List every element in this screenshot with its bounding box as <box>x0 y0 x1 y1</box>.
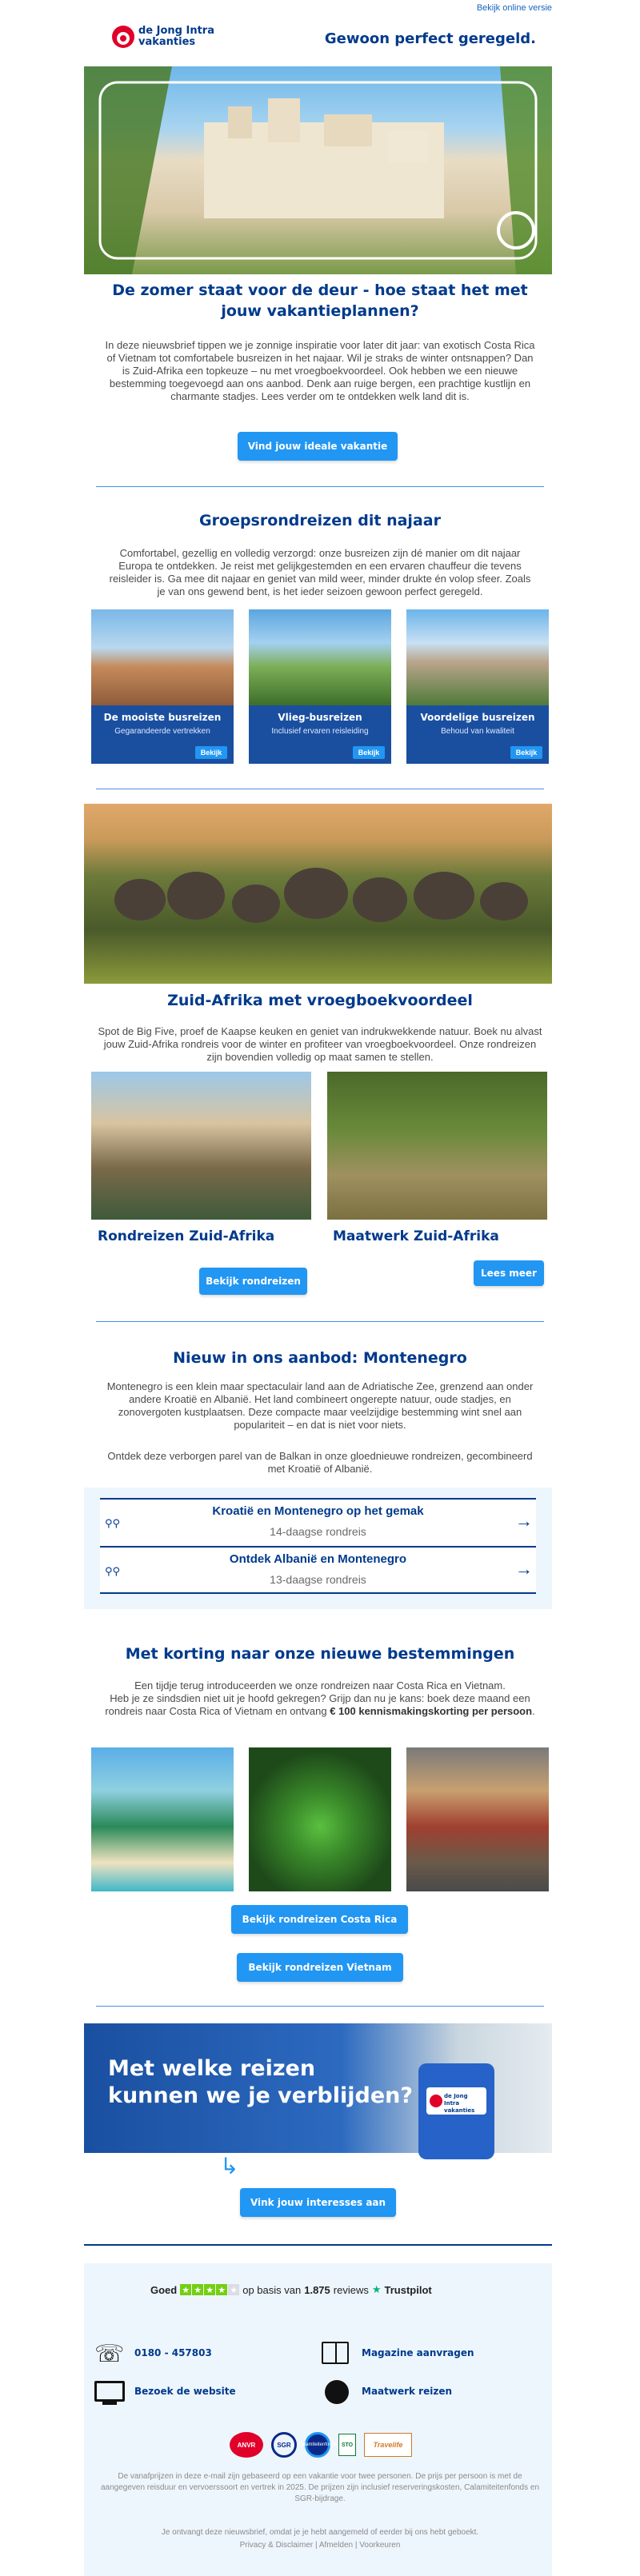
banner-heading: Met welke reizen kunnen we je verblijden? <box>108 2056 414 2108</box>
discount-highlight: € 100 kennismakingskorting per persoon <box>330 1705 533 1717</box>
group-tours-title: Groepsrondreizen dit najaar <box>199 512 441 529</box>
suitcase-logo-text: de Jong Intra vakanties <box>444 2093 475 2114</box>
arrow-right-icon[interactable]: → <box>515 1559 533 1579</box>
magazine-link[interactable]: Magazine aanvragen <box>362 2347 474 2358</box>
footer-links: Privacy & Disclaimer | Afmelden | Voorkeuren <box>239 2541 401 2550</box>
route-subtitle: 14-daagse rondreis <box>270 1525 366 1538</box>
anvr-badge: ANVR <box>230 2432 263 2458</box>
tour-card[interactable] <box>91 609 234 764</box>
divider <box>96 1321 544 1322</box>
group-tours-body: Comfortabel, gezellig en volledig verzorgd: onze busreizen zijn dé manier om dit najaar Europa te ontdekken. Je reist met gelijkgestemden en een ervaren chauffeur die tevens reisleider is. Ga mee dit najaar en geniet van mild weer, minder drukte én volop sfeer. Zoals je van ons gewend bent, is het ieder seizoen gewoon perfect geregeld. <box>109 547 531 597</box>
view-online-link[interactable]: Bekijk online versie <box>476 3 552 13</box>
phone-icon: ☏ <box>94 2341 125 2367</box>
route-pin-icon: ⚲⚲ <box>105 1565 121 1577</box>
montenegro-body-1: Montenegro is een klein maar spectaculair land aan de Adriatische Zee, grenzend aan onder andere Kroatië en Albanië. Het land combineert ongerepte natuur, oude stadjes, en zonovergoten kustplaatsen. Deze compacte maar veelzijdige bestemming wint snel aan populariteit – en dat is niet voor niets. <box>106 1380 534 1431</box>
discount-line-1: Een tijdje terug introduceerden we onze rondreizen naar Costa Rica en Vietnam. <box>134 1679 506 1691</box>
card-subtitle: Gegarandeerde vertrekken <box>114 727 210 736</box>
tour-card[interactable] <box>406 609 549 764</box>
card-title: De mooiste busreizen <box>103 712 222 723</box>
frogs-image <box>249 1747 391 1891</box>
divider <box>96 2006 544 2007</box>
trustpilot-bar[interactable]: Goed ★ ★ ★ ★ ★ op basis van 1.875 reviews ★ Trustpilot <box>150 2283 432 2296</box>
trustpilot-star: ★ <box>180 2284 191 2295</box>
divider <box>84 2244 552 2246</box>
intro-title: De zomer staat voor de deur - hoe staat het met jouw vakantieplannen? <box>112 282 528 320</box>
montenegro-title: Nieuw in ons aanbod: Montenegro <box>173 1349 467 1367</box>
vietnam-train-street-image <box>406 1747 549 1891</box>
custom-south-africa-title: Maatwerk Zuid-Afrika <box>333 1228 499 1244</box>
intro-body: In deze nieuwsbrief tippen we je zonnige inspiratie voor later dit jaar: van exotisch Costa Rica of Vietnam tot comfortabele busreizen in het najaar. Wil je straks de winter ontsnappen? Dan is Zuid-Afrika een topkeuze – nu met vroegboekvoordeel. Ook hebben we een nieuwe bestemming toegevoegd aan ons aanbod. Denk aan ruige bergen, een prachtige kustlijn en charmante stadjes. Lees verder om te ontdekken welk land dit is. <box>105 339 535 402</box>
website-link[interactable]: Bezoek de website <box>134 2386 236 2397</box>
logo-line-2: vakanties <box>138 36 196 48</box>
card-button[interactable]: Bekijk <box>195 746 227 759</box>
route-title: Ontdek Albanië en Montenegro <box>229 1552 407 1566</box>
discount-title: Met korting naar onze nieuwe bestemmingen <box>125 1645 515 1663</box>
card-subtitle: Inclusief ervaren reisleiding <box>271 727 369 736</box>
find-vacation-button[interactable]: Vind jouw ideale vakantie <box>238 432 398 461</box>
phone-number[interactable]: 0180 - 457803 <box>134 2347 212 2358</box>
interests-banner <box>84 2023 552 2153</box>
montenegro-body-2: Ontdek deze verborgen parel van de Balkan in onze gloednieuwe rondreizen, gecombineerd met Kroatië of Albanië. <box>107 1450 533 1475</box>
unsubscribe-link[interactable]: Afmelden <box>318 2541 354 2550</box>
route-pin-icon: ⚲⚲ <box>105 1517 121 1529</box>
card-button[interactable]: Bekijk <box>510 746 542 759</box>
tour-card[interactable] <box>249 609 391 764</box>
costa-rica-beach-image <box>91 1747 234 1891</box>
routes-panel <box>84 1488 552 1609</box>
monitor-icon <box>94 2381 125 2402</box>
discount-body: Een tijdje terug introduceerden we onze rondreizen naar Costa Rica en Vietnam. Heb je ze sindsdien niet uit je hoofd gekregen? Grijp dan nu je kans: boek deze maand een rondreis naar Costa Rica of Vietnam en ontvang € 100 kennismakingskorting per persoon. <box>105 1679 535 1717</box>
preferences-link[interactable]: Voorkeuren <box>359 2541 401 2550</box>
elephants-image <box>84 804 552 984</box>
curved-arrow-icon: ↳ <box>220 2154 239 2179</box>
card-button[interactable]: Bekijk <box>353 746 385 759</box>
card-title: Voordelige busreizen <box>420 712 535 723</box>
card-subtitle: Behoud van kwaliteit <box>441 727 514 736</box>
safari-jeep-image <box>327 1072 547 1220</box>
price-disclaimer: De vanafprijzen in deze e-mail zijn gebaseerd op een vakantie voor twee personen. De prijs per persoon is met de aangegeven reisduur en vervoerssoort en vertrek in 2025. De prijzen zijn inclusief reserveringskosten, Calamiteitenfonds en SGR-bijdrage. <box>100 2472 540 2503</box>
trustpilot-star: ★ <box>192 2284 203 2295</box>
route-row[interactable] <box>100 1498 536 1546</box>
card-image <box>91 609 234 705</box>
brand-logo[interactable] <box>112 24 232 51</box>
vietnam-button[interactable]: Bekijk rondreizen Vietnam <box>237 1953 403 1982</box>
route-subtitle: 13-daagse rondreis <box>270 1573 366 1586</box>
globe-icon <box>325 2380 349 2404</box>
arrow-right-icon[interactable]: → <box>515 1511 533 1531</box>
certification-badges <box>213 2431 429 2458</box>
card-image <box>406 609 549 705</box>
travelife-badge: Travelife <box>364 2433 412 2457</box>
costa-rica-button[interactable]: Bekijk rondreizen Costa Rica <box>231 1905 408 1934</box>
read-more-button[interactable]: Lees meer <box>474 1260 544 1286</box>
view-tours-button[interactable]: Bekijk rondreizen <box>199 1268 307 1295</box>
custom-travel-link[interactable]: Maatwerk reizen <box>362 2386 453 2397</box>
card-image <box>249 609 391 705</box>
suitcase-image <box>418 2063 494 2159</box>
tagline: Gewoon perfect geregeld. <box>324 30 536 47</box>
privacy-link[interactable]: Privacy & Disclaimer <box>239 2541 314 2550</box>
sgr-badge: SGR <box>271 2432 297 2458</box>
card-title: Vlieg-busreizen <box>278 712 362 723</box>
tours-south-africa-title: Rondreizen Zuid-Afrika <box>98 1228 275 1244</box>
trustpilot-star: ★ <box>216 2284 227 2295</box>
subscription-notice: Je ontvangt deze nieuwsbrief, omdat je je hebt aangemeld of eerder bij ons hebt geboekt. <box>161 2528 479 2537</box>
select-interests-button[interactable]: Vink jouw interesses aan <box>240 2188 396 2217</box>
discount-line-2: Heb je ze sindsdien niet uit je hoofd gekregen? Grijp dan nu je kans: boek deze maand een rondreis naar Costa Rica of Vietnam en ontvang <box>105 1692 530 1717</box>
hero-image <box>84 66 552 274</box>
trustpilot-star-icon: ★ <box>371 2283 382 2295</box>
logo-mark-icon <box>112 26 134 48</box>
trustpilot-stars <box>180 2284 239 2295</box>
route-title: Kroatië en Montenegro op het gemak <box>212 1504 424 1518</box>
logo-line-1: de Jong Intra <box>138 25 214 37</box>
south-africa-body: Spot de Big Five, proef de Kaapse keuken en geniet van indrukwekkende natuur. Boek nu alvast jouw Zuid-Afrika rondreis voor de winter en profiteer van vroegboekvoordeel. Onze rondreizen zijn bovendien volledig op maat samen te stellen. <box>98 1025 542 1063</box>
calamity-fund-badge: Calamiteitenfonds <box>305 2432 330 2458</box>
magazine-icon <box>322 2342 349 2364</box>
trustpilot-star: ★ <box>204 2284 215 2295</box>
trustpilot-star: ★ <box>228 2284 239 2295</box>
south-africa-canyon-image <box>91 1072 311 1220</box>
divider <box>96 486 544 487</box>
route-row[interactable] <box>100 1546 536 1594</box>
south-africa-title: Zuid-Afrika met vroegboekvoordeel <box>167 992 473 1009</box>
sto-badge: STO <box>338 2434 356 2456</box>
